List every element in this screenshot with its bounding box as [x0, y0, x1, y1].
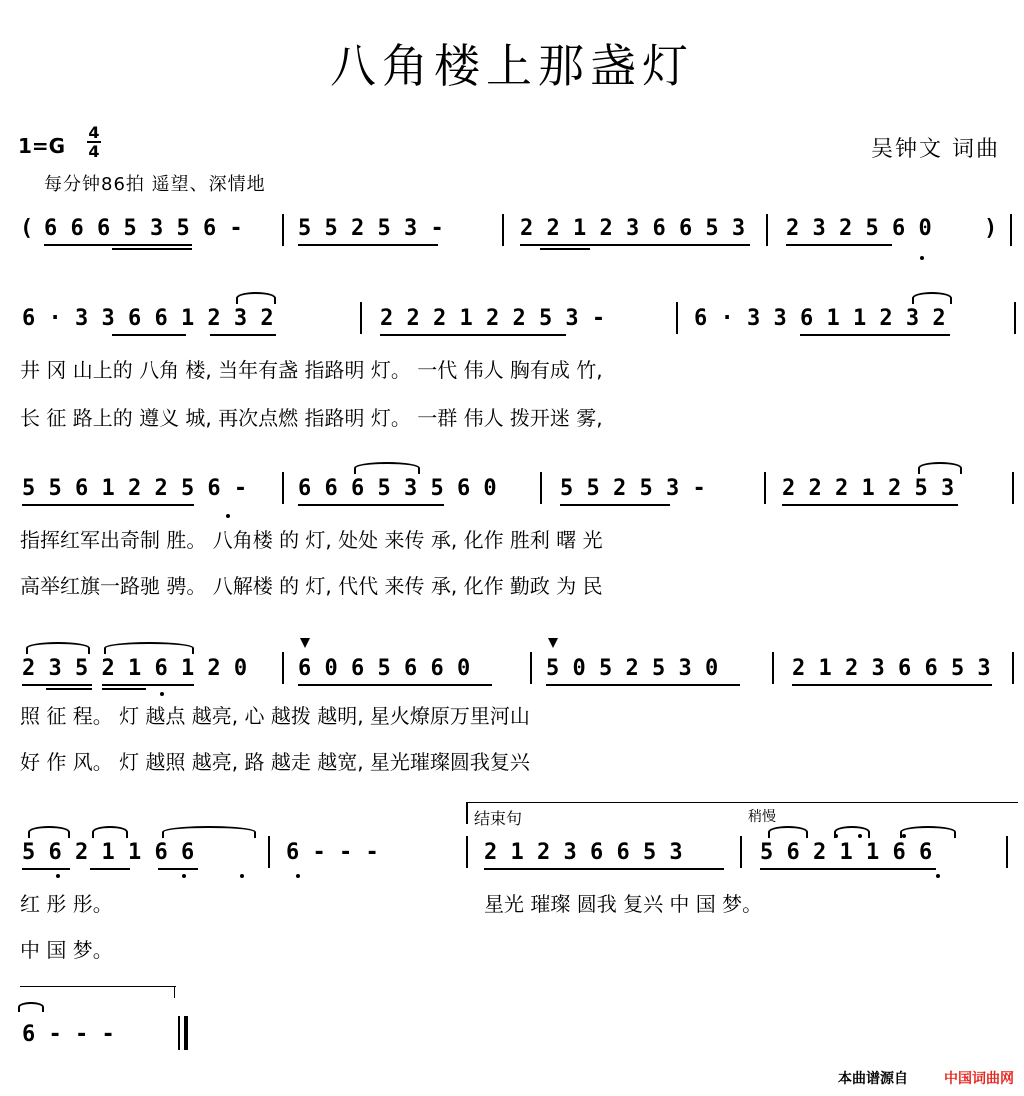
beam	[800, 334, 950, 336]
barline	[1012, 652, 1014, 684]
slur	[912, 292, 952, 304]
composer-credit: 吴钟文 词曲	[871, 137, 1000, 162]
slur	[918, 462, 962, 474]
barline	[764, 472, 766, 504]
measure-18: 2 1 2 3 6 6 5 3	[484, 840, 683, 865]
lyric-ending: 星光 璀璨 圆我 复兴 中 国 梦。	[484, 892, 763, 916]
bracket-line	[466, 802, 1018, 803]
measure-final: 6 - - -	[22, 1022, 115, 1047]
beam	[44, 244, 192, 246]
tempo-marking: 每分钟86拍 遥望、深情地	[44, 174, 266, 195]
time-signature	[86, 124, 102, 160]
measure-2: 5 5 2 5 3 -	[298, 216, 444, 241]
barline	[466, 836, 468, 868]
lyric-verse-1: 红 彤 彤。	[20, 892, 113, 916]
beam	[112, 334, 186, 336]
beam	[540, 248, 590, 250]
measure-16: 5 6 2 1 1 6 6	[22, 840, 195, 865]
slur	[768, 826, 808, 838]
measure-10: 5 5 2 5 3 -	[560, 476, 706, 501]
lyric-verse-2: 中 国 梦。	[20, 938, 113, 962]
barline	[1012, 472, 1014, 504]
site-brand: 中国词曲网	[944, 1071, 1014, 1087]
barline	[360, 302, 362, 334]
lyric-verse-1: 井 冈 山上的 八角 楼, 当年有盏 指路明 灯。 一代 伟人 胸有成 竹,	[20, 358, 603, 382]
close-paren: )	[984, 216, 998, 241]
page-title: 八角楼上那盏灯	[330, 39, 694, 93]
barline	[740, 836, 742, 868]
barline	[530, 652, 532, 684]
beam	[560, 504, 670, 506]
ending-label: 结束句	[474, 809, 523, 828]
low-octave-dot	[56, 874, 60, 878]
high-octave-dot	[834, 834, 838, 838]
slur	[236, 292, 276, 304]
beam	[102, 684, 194, 686]
barline	[1010, 214, 1012, 246]
lyric-verse-2: 长 征 路上的 遵义 城, 再次点燃 指路明 灯。 一群 伟人 拨开迷 雾,	[20, 406, 603, 430]
measure-3: 2 2 1 2 3 6 6 5 3	[520, 216, 746, 241]
final-barline-thick	[184, 1016, 188, 1050]
slur	[162, 826, 256, 838]
slur	[28, 826, 70, 838]
measure-9: 6 6 6 5 3 5 6 0	[298, 476, 497, 501]
barline	[502, 214, 504, 246]
beam	[298, 244, 438, 246]
slur	[834, 826, 870, 838]
barline	[766, 214, 768, 246]
measure-12: 2 3 5 2 1 6 1 2 0	[22, 656, 248, 681]
barline	[282, 214, 284, 246]
bracket-line	[174, 986, 175, 998]
measure-11: 2 2 2 1 2 5 3	[782, 476, 955, 501]
measure-6: 2 2 2 1 2 2 5 3 -	[380, 306, 606, 331]
beam	[158, 868, 198, 870]
barline	[676, 302, 678, 334]
slur	[900, 826, 956, 838]
high-octave-dot	[858, 834, 862, 838]
barline	[1014, 302, 1016, 334]
beam	[112, 248, 192, 250]
accent-mark	[548, 638, 558, 648]
beam	[484, 868, 724, 870]
measure-8: 5 5 6 1 2 2 5 6 -	[22, 476, 248, 501]
barline	[268, 836, 270, 868]
measure-15: 2 1 2 3 6 6 5 3	[792, 656, 991, 681]
accent-mark	[300, 638, 310, 648]
slur	[26, 642, 90, 654]
slur	[92, 826, 128, 838]
slow-label: 稍慢	[748, 809, 776, 825]
open-paren: (	[20, 216, 34, 241]
beam	[298, 684, 492, 686]
beam	[298, 504, 444, 506]
beam	[520, 244, 750, 246]
low-octave-dot	[240, 874, 244, 878]
measure-1: 6 6 6 5 3 5 6 -	[44, 216, 243, 241]
low-octave-dot	[226, 514, 230, 518]
measure-14: 5 0 5 2 5 3 0	[546, 656, 719, 681]
low-octave-dot	[920, 256, 924, 260]
beam	[46, 688, 92, 690]
key-signature: 1=G	[18, 134, 66, 158]
lyric-verse-1: 照 征 程。 灯 越点 越亮, 心 越拨 越明, 星火燎原万里河山	[20, 704, 530, 728]
beam	[546, 684, 740, 686]
measure-5: 6 · 3 3 6 6 1 2 3 2	[22, 306, 274, 331]
beam	[792, 684, 992, 686]
measure-4: 2 3 2 5 6 0	[786, 216, 932, 241]
bracket-line	[466, 802, 468, 824]
beam	[760, 868, 936, 870]
beam	[380, 334, 566, 336]
slur	[354, 462, 420, 474]
lyric-verse-1: 指挥红军出奇制 胜。 八角楼 的 灯, 处处 来传 承, 化作 胜利 曙 光	[20, 528, 603, 552]
beam	[786, 244, 892, 246]
measure-17: 6 - - -	[286, 840, 379, 865]
meter-bottom: 4	[88, 142, 100, 161]
measure-7: 6 · 3 3 6 1 1 2 3 2	[694, 306, 946, 331]
beam	[210, 334, 276, 336]
high-octave-dot	[902, 834, 906, 838]
low-octave-dot	[296, 874, 300, 878]
measure-13: 6 0 6 5 6 6 0	[298, 656, 471, 681]
barline	[772, 652, 774, 684]
lyric-verse-2: 好 作 风。 灯 越照 越亮, 路 越走 越宽, 星光璀璨圆我复兴	[20, 750, 530, 774]
measure-19: 5 6 2 1 1 6 6	[760, 840, 933, 865]
bracket-line	[20, 986, 176, 987]
low-octave-dot	[936, 874, 940, 878]
barline	[282, 652, 284, 684]
beam	[782, 504, 958, 506]
lyric-verse-2: 高举红旗一路驰 骋。 八解楼 的 灯, 代代 来传 承, 化作 勤政 为 民	[20, 574, 603, 598]
beam	[102, 688, 146, 690]
beam	[22, 504, 194, 506]
slur	[104, 642, 194, 654]
low-octave-dot	[182, 874, 186, 878]
barline	[1006, 836, 1008, 868]
source-note: 本曲谱源自	[838, 1071, 908, 1087]
final-barline-thin	[178, 1016, 180, 1050]
barline	[540, 472, 542, 504]
slur	[18, 1002, 44, 1012]
beam	[90, 868, 130, 870]
meter-top: 4	[88, 123, 100, 142]
beam	[22, 868, 70, 870]
low-octave-dot	[160, 692, 164, 696]
beam	[22, 684, 92, 686]
barline	[282, 472, 284, 504]
